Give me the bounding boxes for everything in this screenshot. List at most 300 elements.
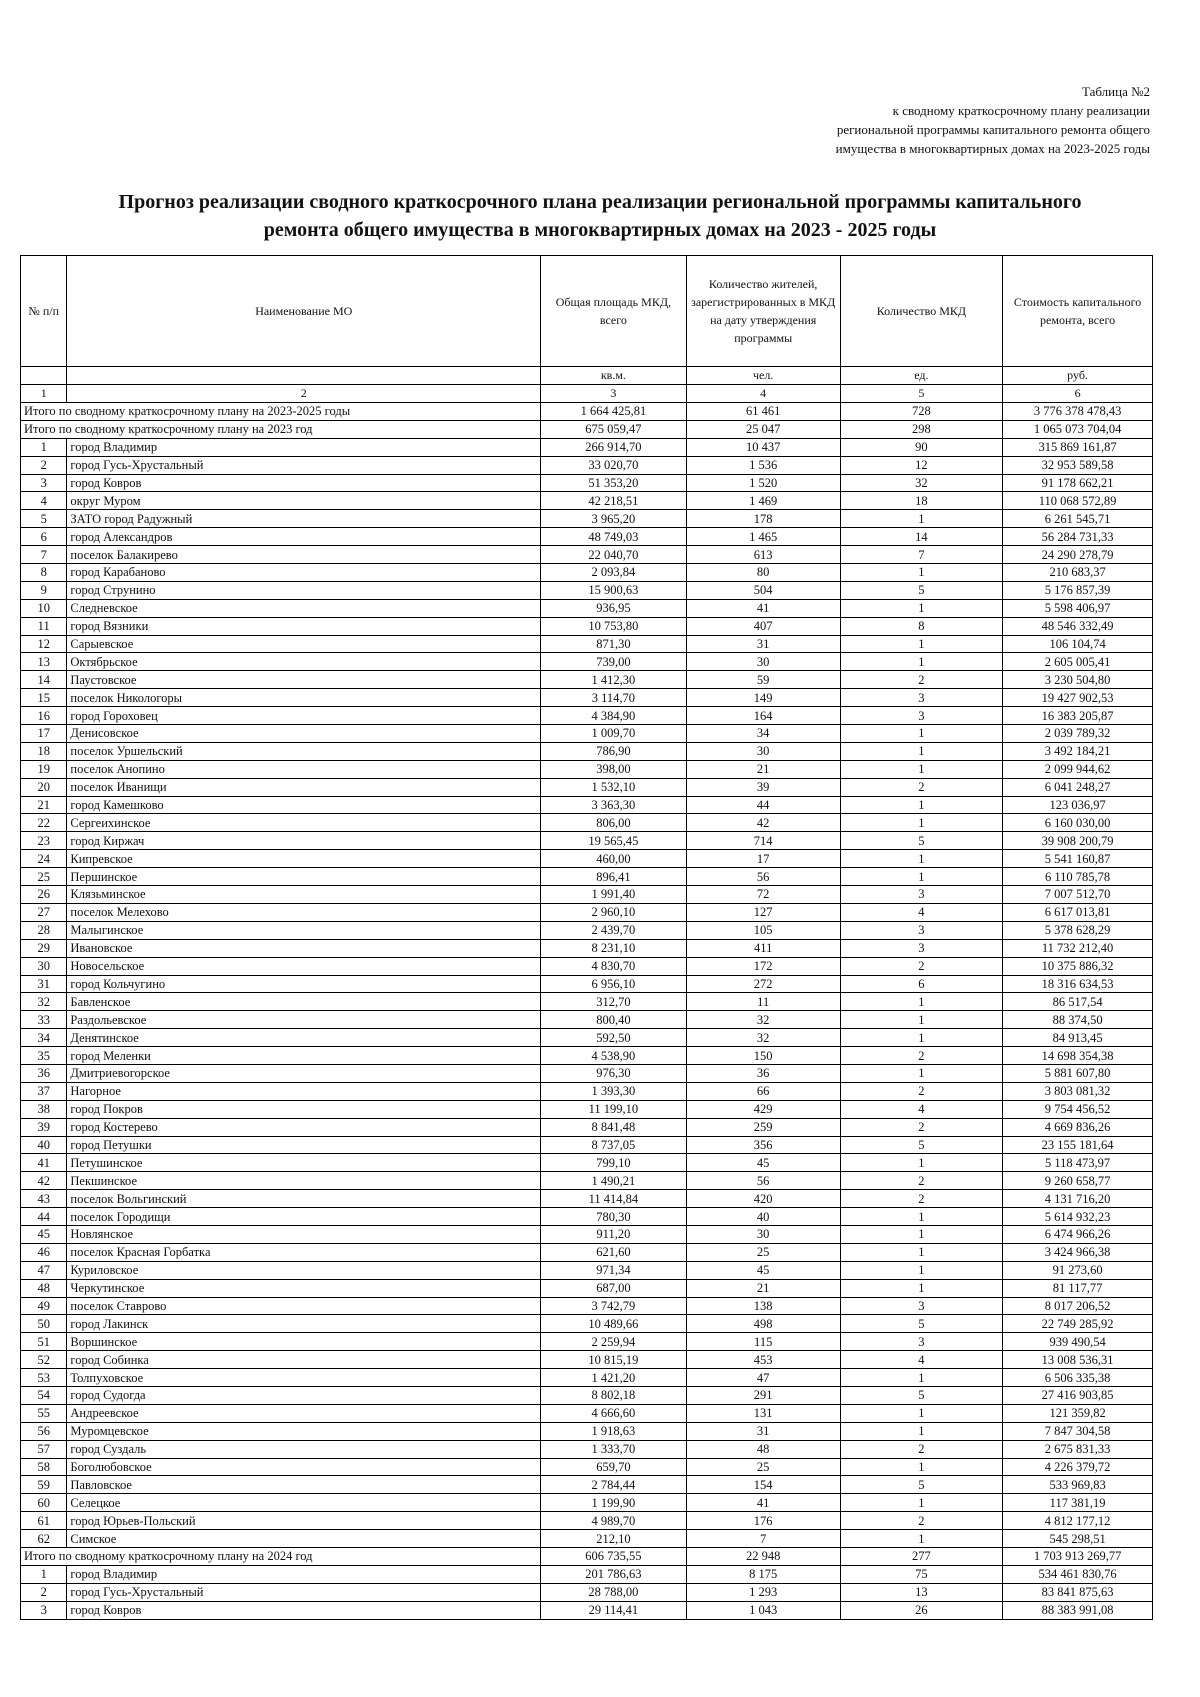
residents-value: 154 [686,1476,840,1494]
residents-value: 30 [686,1225,840,1243]
mo-name: город Гороховец [67,707,541,725]
mo-name: город Вязники [67,617,541,635]
residents-value: 115 [686,1333,840,1351]
row-number: 20 [21,778,67,796]
buildings-value: 2 [840,778,1002,796]
total-row [21,403,1153,421]
residents-value: 150 [686,1047,840,1065]
mo-name: поселок Красная Горбатка [67,1243,541,1261]
row-number: 36 [21,1064,67,1082]
mo-name: Сарыевское [67,635,541,653]
buildings-value: 2 [840,1047,1002,1065]
mo-name: поселок Уршельский [67,742,541,760]
cost-value: 117 381,19 [1003,1494,1153,1512]
table-row [21,1565,1153,1583]
area-value: 976,30 [541,1064,687,1082]
mo-name: город Лакинск [67,1315,541,1333]
residents-value: 411 [686,939,840,957]
row-number: 25 [21,868,67,886]
area-value: 8 841,48 [541,1118,687,1136]
mo-name: Петушинское [67,1154,541,1172]
cost-value: 1 703 913 269,77 [1003,1548,1153,1566]
residents-value: 613 [686,546,840,564]
area-value: 212,10 [541,1530,687,1548]
row-number: 35 [21,1047,67,1065]
row-number: 42 [21,1172,67,1190]
row-number: 2 [21,1583,67,1601]
residents-value: 7 [686,1530,840,1548]
area-value: 896,41 [541,868,687,886]
cost-value: 3 230 504,80 [1003,671,1153,689]
area-value: 42 218,51 [541,492,687,510]
header-cost: Стоимость капитального ремонта, всего [1003,256,1153,367]
buildings-value: 3 [840,939,1002,957]
mo-name: город Покров [67,1100,541,1118]
col-number-4: 4 [686,385,840,403]
mo-name: Муромцевское [67,1422,541,1440]
row-number: 7 [21,546,67,564]
cost-value: 6 160 030,00 [1003,814,1153,832]
cost-value: 11 732 212,40 [1003,939,1153,957]
row-number: 28 [21,921,67,939]
cost-value: 110 068 572,89 [1003,492,1153,510]
area-value: 1 532,10 [541,778,687,796]
residents-value: 56 [686,868,840,886]
row-number: 39 [21,1118,67,1136]
table-row [21,796,1153,814]
cost-value: 6 474 966,26 [1003,1225,1153,1243]
buildings-value: 5 [840,581,1002,599]
cost-value: 84 913,45 [1003,1029,1153,1047]
buildings-value: 298 [840,420,1002,438]
buildings-value: 3 [840,1297,1002,1315]
cost-value: 2 675 831,33 [1003,1440,1153,1458]
residents-value: 259 [686,1118,840,1136]
buildings-value: 32 [840,474,1002,492]
residents-value: 504 [686,581,840,599]
table-row [21,1530,1153,1548]
area-value: 2 439,70 [541,921,687,939]
mo-name: Першинское [67,868,541,886]
buildings-value: 1 [840,1029,1002,1047]
table-body [21,403,1153,1620]
mo-name: поселок Мелехово [67,903,541,921]
mo-name: Раздольевское [67,1011,541,1029]
buildings-value: 1 [840,653,1002,671]
mo-name: город Карабаново [67,564,541,582]
cost-value: 106 104,74 [1003,635,1153,653]
residents-value: 25 047 [686,420,840,438]
row-number: 21 [21,796,67,814]
table-row [21,1154,1153,1172]
header-buildings: Количество МКД [840,256,1002,367]
area-value: 4 830,70 [541,957,687,975]
cost-value: 16 383 205,87 [1003,707,1153,725]
unit-cost: руб. [1003,367,1153,385]
mo-name: поселок Вольгинский [67,1190,541,1208]
area-value: 10 753,80 [541,617,687,635]
area-value: 3 363,30 [541,796,687,814]
table-row [21,1136,1153,1154]
residents-value: 127 [686,903,840,921]
residents-value: 45 [686,1154,840,1172]
row-number: 26 [21,886,67,904]
residents-value: 48 [686,1440,840,1458]
buildings-value: 1 [840,1458,1002,1476]
cost-value: 5 541 160,87 [1003,850,1153,868]
mo-name: Клязьминское [67,886,541,904]
area-value: 10 489,66 [541,1315,687,1333]
cost-value: 18 316 634,53 [1003,975,1153,993]
area-value: 1 009,70 [541,725,687,743]
buildings-value: 5 [840,1315,1002,1333]
document-title [20,188,1180,244]
buildings-value: 277 [840,1548,1002,1566]
residents-value: 714 [686,832,840,850]
area-value: 4 384,90 [541,707,687,725]
row-number: 54 [21,1386,67,1404]
area-value: 3 965,20 [541,510,687,528]
area-value: 1 421,20 [541,1369,687,1387]
residents-value: 429 [686,1100,840,1118]
area-value: 6 956,10 [541,975,687,993]
mo-name: Пекшинское [67,1172,541,1190]
area-value: 806,00 [541,814,687,832]
area-value: 621,60 [541,1243,687,1261]
buildings-value: 14 [840,528,1002,546]
caption-line-4: имущества в многоквартирных домах на 2023-2025 годы [835,141,1150,156]
buildings-value: 1 [840,1154,1002,1172]
buildings-value: 90 [840,438,1002,456]
row-number: 29 [21,939,67,957]
area-value: 312,70 [541,993,687,1011]
mo-name: город Александров [67,528,541,546]
cost-value: 86 517,54 [1003,993,1153,1011]
residents-value: 10 437 [686,438,840,456]
buildings-value: 3 [840,1333,1002,1351]
row-number: 24 [21,850,67,868]
mo-name: Новлянское [67,1225,541,1243]
row-number: 55 [21,1404,67,1422]
table-row [21,492,1153,510]
row-number: 12 [21,635,67,653]
mo-name: Сергеихинское [67,814,541,832]
row-number: 4 [21,492,67,510]
area-value: 8 802,18 [541,1386,687,1404]
area-value: 3 742,79 [541,1297,687,1315]
cost-value: 315 869 161,87 [1003,438,1153,456]
mo-name: округ Муром [67,492,541,510]
buildings-value: 5 [840,1386,1002,1404]
area-value: 48 749,03 [541,528,687,546]
table-row [21,1208,1153,1226]
table-row [21,635,1153,653]
area-value: 3 114,70 [541,689,687,707]
cost-value: 8 017 206,52 [1003,1297,1153,1315]
table-row [21,599,1153,617]
mo-name: город Юрьев-Польский [67,1512,541,1530]
buildings-value: 1 [840,564,1002,582]
table-row [21,689,1153,707]
table-row [21,1190,1153,1208]
cost-value: 6 617 013,81 [1003,903,1153,921]
row-number: 47 [21,1261,67,1279]
row-number: 33 [21,1011,67,1029]
residents-value: 1 465 [686,528,840,546]
residents-value: 178 [686,510,840,528]
residents-value: 21 [686,760,840,778]
table-row [21,957,1153,975]
residents-value: 407 [686,617,840,635]
table-row [21,528,1153,546]
cost-value: 2 099 944,62 [1003,760,1153,778]
total-label: Итого по сводному краткосрочному плану на 2024 год [21,1548,541,1566]
buildings-value: 2 [840,1172,1002,1190]
buildings-value: 2 [840,957,1002,975]
buildings-value: 8 [840,617,1002,635]
units-row [21,367,1153,385]
residents-value: 32 [686,1011,840,1029]
area-value: 266 914,70 [541,438,687,456]
table-row [21,1172,1153,1190]
residents-value: 1 043 [686,1601,840,1619]
area-value: 28 788,00 [541,1583,687,1601]
buildings-value: 1 [840,742,1002,760]
cost-value: 2 039 789,32 [1003,725,1153,743]
table-row [21,1243,1153,1261]
unit-buildings: ед. [840,367,1002,385]
row-number: 5 [21,510,67,528]
table-row [21,1315,1153,1333]
area-value: 1 490,21 [541,1172,687,1190]
row-number: 14 [21,671,67,689]
residents-value: 149 [686,689,840,707]
row-number: 40 [21,1136,67,1154]
residents-value: 31 [686,635,840,653]
buildings-value: 2 [840,1440,1002,1458]
col-number-6: 6 [1003,385,1153,403]
buildings-value: 1 [840,510,1002,528]
row-number: 37 [21,1082,67,1100]
row-number: 6 [21,528,67,546]
buildings-value: 4 [840,1100,1002,1118]
table-row [21,921,1153,939]
mo-name: город Ковров [67,1601,541,1619]
cost-value: 27 416 903,85 [1003,1386,1153,1404]
residents-value: 32 [686,1029,840,1047]
row-number: 1 [21,438,67,456]
mo-name: город Петушки [67,1136,541,1154]
buildings-value: 5 [840,1136,1002,1154]
cost-value: 5 614 932,23 [1003,1208,1153,1226]
row-number: 58 [21,1458,67,1476]
table-row [21,474,1153,492]
col-number-3: 3 [541,385,687,403]
area-value: 4 666,60 [541,1404,687,1422]
row-number: 41 [21,1154,67,1172]
cost-value: 3 424 966,38 [1003,1243,1153,1261]
row-number: 3 [21,1601,67,1619]
area-value: 687,00 [541,1279,687,1297]
header-area: Общая площадь МКД, всего [541,256,687,367]
buildings-value: 1 [840,1279,1002,1297]
table-row [21,1601,1153,1619]
table-row [21,1100,1153,1118]
cost-value: 5 118 473,97 [1003,1154,1153,1172]
cost-value: 2 605 005,41 [1003,653,1153,671]
cost-value: 91 178 662,21 [1003,474,1153,492]
buildings-value: 1 [840,796,1002,814]
area-value: 786,90 [541,742,687,760]
residents-value: 59 [686,671,840,689]
mo-name: поселок Анопино [67,760,541,778]
total-row [21,1548,1153,1566]
residents-value: 172 [686,957,840,975]
table-row [21,850,1153,868]
mo-name: Дмитриевогорское [67,1064,541,1082]
table-row [21,1458,1153,1476]
mo-name: город Гусь-Хрустальный [67,456,541,474]
residents-value: 40 [686,1208,840,1226]
buildings-value: 2 [840,1118,1002,1136]
mo-name: Куриловское [67,1261,541,1279]
mo-name: Ивановское [67,939,541,957]
title-line-1: Прогноз реализации сводного краткосрочного плана реализации региональной программы капитального [118,191,1082,213]
mo-name: Андреевское [67,1404,541,1422]
col-number-2: 2 [67,385,541,403]
table-row [21,1512,1153,1530]
table-row [21,1297,1153,1315]
table-row [21,653,1153,671]
buildings-value: 1 [840,814,1002,832]
total-label: Итого по сводному краткосрочному плану на 2023-2025 годы [21,403,541,421]
cost-value: 81 117,77 [1003,1279,1153,1297]
area-value: 971,34 [541,1261,687,1279]
buildings-value: 1 [840,1530,1002,1548]
buildings-value: 1 [840,635,1002,653]
buildings-value: 1 [840,1011,1002,1029]
caption-line-3: региональной программы капитального ремонта общего [836,122,1150,137]
unit-area: кв.м. [541,367,687,385]
row-number: 60 [21,1494,67,1512]
residents-value: 420 [686,1190,840,1208]
buildings-value: 1 [840,1208,1002,1226]
row-number: 11 [21,617,67,635]
table-row [21,1047,1153,1065]
cost-value: 210 683,37 [1003,564,1153,582]
cost-value: 56 284 731,33 [1003,528,1153,546]
buildings-value: 1 [840,1494,1002,1512]
table-row [21,1583,1153,1601]
residents-value: 39 [686,778,840,796]
table-row [21,868,1153,886]
area-value: 780,30 [541,1208,687,1226]
buildings-value: 7 [840,546,1002,564]
mo-name: Боголюбовское [67,1458,541,1476]
mo-name: город Меленки [67,1047,541,1065]
buildings-value: 1 [840,599,1002,617]
area-value: 201 786,63 [541,1565,687,1583]
cost-value: 22 749 285,92 [1003,1315,1153,1333]
residents-value: 498 [686,1315,840,1333]
table-row [21,1225,1153,1243]
row-number: 30 [21,957,67,975]
cost-value: 533 969,83 [1003,1476,1153,1494]
residents-value: 272 [686,975,840,993]
table-row [21,814,1153,832]
residents-value: 131 [686,1404,840,1422]
cost-value: 9 754 456,52 [1003,1100,1153,1118]
mo-name: город Собинка [67,1351,541,1369]
row-number: 45 [21,1225,67,1243]
residents-value: 36 [686,1064,840,1082]
table-row [21,1064,1153,1082]
area-value: 2 259,94 [541,1333,687,1351]
row-number: 23 [21,832,67,850]
buildings-value: 1 [840,1404,1002,1422]
cost-value: 123 036,97 [1003,796,1153,814]
row-number: 31 [21,975,67,993]
table-row [21,1333,1153,1351]
row-number: 57 [21,1440,67,1458]
buildings-value: 3 [840,921,1002,939]
residents-value: 45 [686,1261,840,1279]
mo-name: Нагорное [67,1082,541,1100]
table-caption [836,82,1150,158]
residents-value: 21 [686,1279,840,1297]
cost-value: 4 226 379,72 [1003,1458,1153,1476]
buildings-value: 1 [840,1243,1002,1261]
cost-value: 5 881 607,80 [1003,1064,1153,1082]
residents-value: 30 [686,653,840,671]
cost-value: 6 261 545,71 [1003,510,1153,528]
buildings-value: 3 [840,886,1002,904]
mo-name: Черкутинское [67,1279,541,1297]
row-number: 1 [21,1565,67,1583]
residents-value: 41 [686,1494,840,1512]
cost-value: 1 065 073 704,04 [1003,420,1153,438]
table-row [21,760,1153,778]
row-number: 44 [21,1208,67,1226]
table-row [21,742,1153,760]
cost-value: 4 669 836,26 [1003,1118,1153,1136]
row-number: 15 [21,689,67,707]
area-value: 460,00 [541,850,687,868]
row-number: 46 [21,1243,67,1261]
table-row [21,778,1153,796]
forecast-table [20,255,1153,1620]
row-number: 9 [21,581,67,599]
row-number: 16 [21,707,67,725]
cost-value: 88 383 991,08 [1003,1601,1153,1619]
table-row [21,546,1153,564]
title-line-2: ремонта общего имущества в многоквартирных домах на 2023 - 2025 годы [263,219,937,241]
area-value: 11 414,84 [541,1190,687,1208]
cost-value: 3 776 378 478,43 [1003,403,1153,421]
cost-value: 9 260 658,77 [1003,1172,1153,1190]
area-value: 606 735,55 [541,1548,687,1566]
buildings-value: 1 [840,725,1002,743]
table-row [21,1261,1153,1279]
residents-value: 66 [686,1082,840,1100]
area-value: 592,50 [541,1029,687,1047]
area-value: 29 114,41 [541,1601,687,1619]
mo-name: город Судогда [67,1386,541,1404]
area-value: 871,30 [541,635,687,653]
mo-name: Паустовское [67,671,541,689]
residents-value: 356 [686,1136,840,1154]
mo-name: поселок Иванищи [67,778,541,796]
